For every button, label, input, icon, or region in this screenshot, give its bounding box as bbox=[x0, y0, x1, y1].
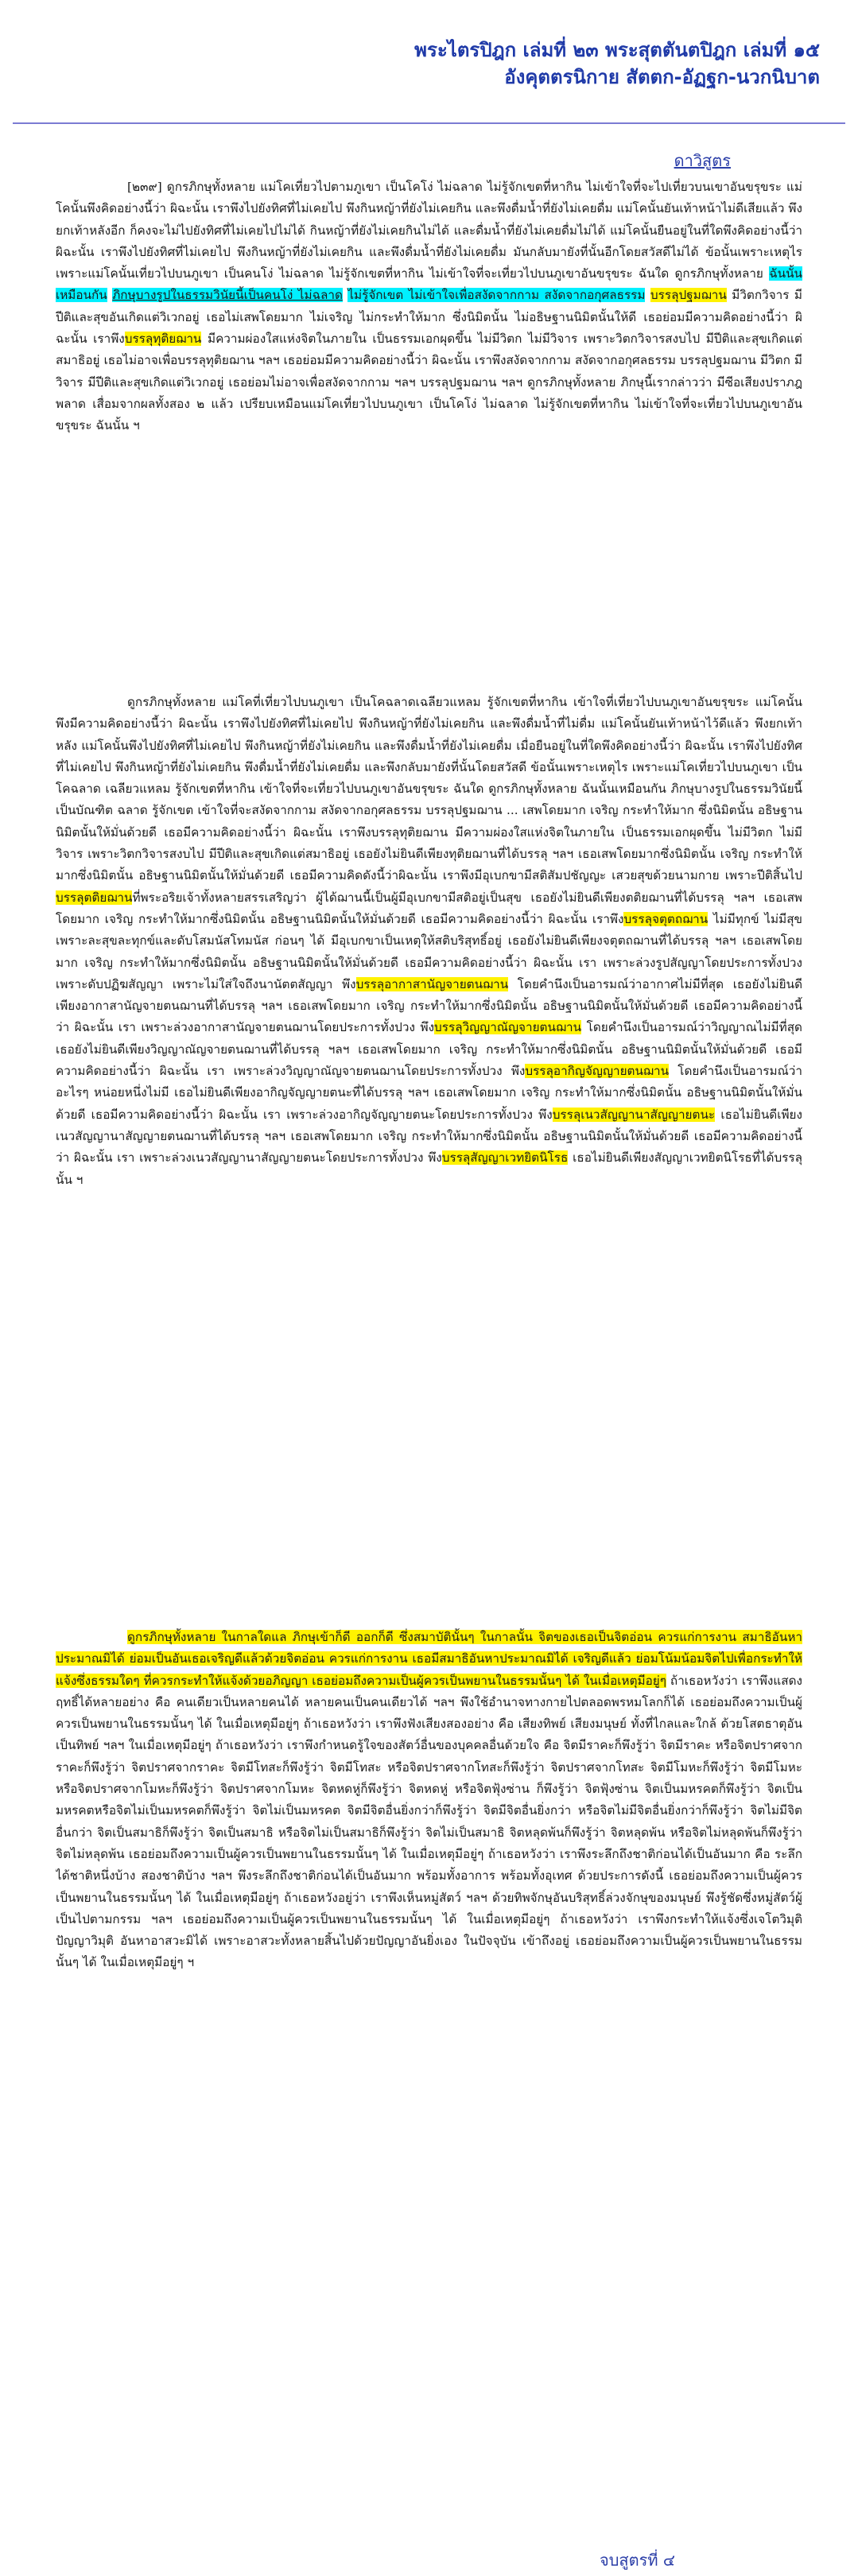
paragraph-2-text-2: ที่พระอริยเจ้าทั้งหลายสรรเสริญว่า ผู้ได้ฌานนี้เป็นผู้มีอุเบกขามีสติอยู่เป็นสุข เธอยังไม่ยินดีเพียงตติยฌานที่ได้บรรลุ ฯลฯ เธอเสพโดยมาก เจริญ กระทำให้มากซึ่งนิมิตนั้น อธิษฐานนิมิตนั้นให้มั่นด้วยดี เธอมีความคิดอย่างนี้ว่า ผิฉะนั้น เราพึง bbox=[56, 890, 802, 926]
paragraph-1-highlight-5: บรรลุทุติยฌาน bbox=[124, 332, 202, 347]
paragraph-2-text-6: โดยคำนึงเป็นอารมณ์ว่า อะไรๆ หน่อยหนึ่งไม่มี เธอไม่ยินดีเพียงอากิญจัญญายตนะที่ได้บรรลุ ฯลฯ เธอเสพโดยมาก เจริญ กระทำให้มากซึ่งนิมิตนั้น อธิษฐานนิมิตนั้นให้มั่นด้วยดี เธอมีความคิดอย่างนี้ว่า ผิฉะนั้น เรา เพราะล่วงอากิญจัญญายตนะโดยประการทั้งปวง พึง bbox=[56, 1064, 802, 1122]
paragraph-2-highlight-2: บรรลุจตุตถฌาน bbox=[623, 911, 709, 926]
paragraph-1-highlight-2: ภิกษุบางรูปในธรรมวินัยนี้เป็นคนโง่ ไม่ฉลาด bbox=[112, 288, 343, 303]
sutta-title: ดาวิสูตร bbox=[674, 151, 731, 170]
paragraph-2-text-1: ดูกรภิกษุทั้งหลาย แม่โคที่เที่ยวไปบนภูเขา เป็นโคฉลาดเฉลียวแหลม รู้จักเขตที่หากิน เข้าใจที่เที่ยวไปบนภูเขาอันขรุขระ แม่โคนั้นพึงมีความคิดอย่างนี้ว่า ผิฉะนั้น เราพึงไปยังทิศที่ไม่เคยไป พึงกินหญ้าที่ยังไม่เคยกิน และพึงดื่มน้ำที่ไม่ดื่ม แม่โคนั้นยันเท้าหน้าไว้ดีแล้ว พึงยกเท้าหลัง แม่โคนั้นพึงไปยังทิศที่ไม่เคยไป พึงกินหญ้าที่ยังไม่เคยกิน และพึงดื่มน้ำที่ยังไม่เคยดื่ม เมื่อยืนอยู่ในที่ใดพึงคิดอย่างนี้ว่า ผิฉะนั้น เราพึงไปยังทิศที่ไม่เคยไป พึงกินหญ้าที่ยังไม่เคยกิน พึงดื่มน้ำที่ยังไม่เคยดื่ม และพึงกลับมายังที่นั้นโดยสวัสดี ข้อนั้นเพราะเหตุไร เพราะแม่โคเที่ยวไปบนภูเขา เป็นโคฉลาด เฉลียวแหลม รู้จักเขตที่หากิน เข้าใจที่จะเที่ยวไปบนภูเขาอันขรุขระ ฉันใด ดูกรภิกษุทั้งหลาย ฉันนั้นเหมือนกัน ภิกษุบางรูปในธรรมวินัยนี้ เป็นบัณฑิต ฉลาด รู้จักเขต เข้าใจที่จะสงัดจากกาม สงัดจากอกุศลธรรม บรรลุปฐมฌาน ... เสพโดยมาก เจริญ กระทำให้มาก ซึ่งนิมิตนั้น อธิษฐานนิมิตนั้นให้มั่นด้วยดี เธอมีความคิดอย่างนี้ว่า ผิฉะนั้น เราพึงบรรลุทุติยฌาน มีความผ่องใสแห่งจิตในภายใน เป็นธรรมเอกผุดขึ้น ไม่มีวิตก ไม่มีวิจาร เพราะวิตกวิจารสงบไป มีปีติและสุขเกิดแต่สมาธิอยู่ เธอยังไม่ยินดีเพียงทุติยฌานที่ได้บรรลุ ฯลฯ เธอเสพโดยมากซึ่งนิมิตนั้น เจริญ กระทำให้มากซึ่งนิมิตนั้น อธิษฐานนิมิตนั้นให้มั่นด้วยดี เธอมีความคิดดังนี้ว่าผิฉะนั้น เราพึงมีอุเบกขามีสติสัมปชัญญะ เสวยสุขด้วยนามกาย เพราะปีติสิ้นไป bbox=[56, 695, 802, 883]
header-divider bbox=[13, 122, 845, 124]
paragraph-1-highlight-1: ฉันนั้นเหมือนกัน bbox=[56, 266, 802, 303]
paragraph-2-text-8: เธอไม่ยินดีเพียงสัญญาเวทยิตนิโรธที่ได้บรรลุนั้น ฯ bbox=[56, 1150, 802, 1187]
paragraph-3-text-1: ถ้าเธอหวังว่า เราพึงแสดงฤทธิ์ได้หลายอย่าง คือ คนเดียวเป็นหลายคนได้ หลายคนเป็นคนเดียวได้ ฯลฯ พึงใช้อำนาจทางกายไปตลอดพรหมโลกก็ได้ เธอย่อมถึงความเป็นผู้ควรเป็นพยานในธรรมนั้นๆ ได้ ในเมื่อเหตุมีอยู่ๆ ถ้าเธอหวังว่า เราพึงฟังเสียงสองอย่าง คือ เสียงทิพย์ เสียงมนุษย์ ทั้งที่ไกลและใกล้ ด้วยโสตธาตุอันเป็นทิพย์ ฯลฯ ในเมื่อเหตุมีอยู่ๆ ถ้าเธอหวังว่า เราพึงกำหนดรู้ใจของสัตว์อื่นของบุคคลอื่นด้วยใจ คือ จิตมีราคะก็พึงรู้ว่า จิตมีราคะ หรือจิตปราศจากราคะก็พึงรู้ว่า จิตปราศจากราคะ จิตมีโทสะก็พึงรู้ว่า จิตมีโทสะ หรือจิตปราศจากโทสะก็พึงรู้ว่า จิตปราศจากโทสะ จิตมีโมหะก็พึงรู้ว่า จิตมีโมหะ หรือจิตปราศจากโมหะก็พึงรู้ว่า จิตปราศจากโมหะ จิตหดหู่ก็พึงรู้ว่า จิตหดหู่ หรือจิตฟุ้งซ่าน ก็พึงรู้ว่า จิตฟุ้งซ่าน จิตเป็นมหรคตก็พึงรู้ว่า จิตเป็นมหรคตหรือจิตไม่เป็นมหรคตก็พึงรู้ว่า จิตไม่เป็นมหรคต จิตมีจิตอื่นยิ่งกว่าก็พึงรู้ว่า จิตมีจิตอื่นยิ่งกว่า หรือจิตไม่มีจิตอื่นยิ่งกว่าก็พึงรู้ว่า จิตไม่มีจิตอื่นกว่า จิตเป็นสมาธิก็พึงรู้ว่า จิตเป็นสมาธิ หรือจิตไม่เป็นสมาธิก็พึงรู้ว่า จิตไม่เป็นสมาธิ จิตหลุดพ้นก็พึงรู้ว่า จิตหลุดพ้น หรือจิตไม่หลุดพ้นก็พึงรู้ว่า จิตไม่หลุดพ้น เธอย่อมถึงความเป็นผู้ควรเป็นพยานในธรรมนั้นๆ ได้ ในเมื่อเหตุมีอยู่ๆ ถ้าเธอหวังว่า เราพึงระลึกถึงชาติก่อนได้เป็นอันมาก คือ ระลึกได้ชาติหนึ่งบ้าง สองชาติบ้าง ฯลฯ พึงระลึกถึงชาติก่อนได้เป็นอันมาก พร้อมทั้งอาการ พร้อมทั้งอุเทศ ด้วยประการดังนี้ เธอย่อมถึงความเป็นผู้ควรเป็นพยานในธรรมนั้นๆ ได้ ในเมื่อเหตุมีอยู่ๆ ถ้าเธอหวังอยู่ว่า เราพึงเห็นหมู่สัตว์ ฯลฯ ด้วยทิพจักษุอันบริสุทธิ์ล่วงจักษุของมนุษย์ พึงรู้ชัดซึ่งหมู่สัตว์ผู้เป็นไปตามกรรม ฯลฯ เธอย่อมถึงความเป็นผู้ควรเป็นพยานในธรรมนั้นๆ ได้ ในเมื่อเหตุมีอยู่ๆ ถ้าเธอหวังว่า เราพึงกระทำให้แจ้งซึ่งเจโตวิมุติ ปัญญาวิมุติ อันหาอาสวะมิได้ เพราะอาสวะทั้งหลายสิ้นไปด้วยปัญญาอันยิ่งเอง ในปัจจุบัน เข้าถึงอยู่ เธอย่อมถึงความเป็นผู้ควรเป็นพยานในธรรมนั้นๆ ได้ ในเมื่อเหตุมีอยู่ๆ ฯ bbox=[56, 1673, 802, 1970]
paragraph-1 bbox=[56, 177, 802, 692]
paragraph-2-highlight-4: บรรลุวิญญาณัญจายตนฌาน bbox=[434, 1020, 582, 1035]
paragraph-1-highlight-3: ไม่รู้จักเขต ไม่เข้าใจเพื่อสงัดจากกาม สงัดจากอกุศลธรรม bbox=[347, 288, 646, 303]
paragraph-1-text-2: มีวิตกวิจาร มีปีติและสุขอันเกิดแต่วิเวกอยู่ เธอไม่เสพโดยมาก ไม่เจริญ ไม่กระทำให้มาก ซึ่งนิมิตนั้น ไม่อธิษฐานนิมิตนั้นให้ดี เธอย่อมมีความคิดอย่างนี้ว่า ผิฉะนั้น เราพึง bbox=[56, 288, 802, 347]
paragraph-2-highlight-5: บรรลุอากิญจัญญายตนฌาน bbox=[525, 1064, 670, 1079]
paragraph-2-highlight-1: บรรลุตติยฌาน bbox=[56, 890, 133, 905]
paragraph-3-highlight-1: ดูกรภิกษุทั้งหลาย ในกาลใดแล ภิกษุเข้าก็ดี ออกก็ดี ซึ่งสมาบัตินั้นๆ ในกาลนั้น จิตของเธอเป็นจิตอ่อน ควรแก่การงาน สมาธิอันหาประมาณมิได้ ย่อมเป็นอันเธอเจริญดีแล้วด้วยจิตอ่อน ควรแก่การงาน เธอมีสมาธิอันหาประมาณมิได้ เจริญดีแล้ว ย่อมโน้มน้อมจิตไปเพื่อกระทำให้แจ้งซึ่งธรรมใดๆ ที่ควรกระทำให้แจ้งด้วยอภิญญา เธอย่อมถึงความเป็นผู้ควรเป็นพยานในธรรมนั้นๆ ได้ ในเมื่อเหตุมีอยู่ๆ bbox=[56, 1630, 802, 1688]
paragraph-2-text-5: โดยคำนึงเป็นอารมณ์ว่าวิญญาณไม่มีที่สุด เธอยังไม่ยินดีเพียงวิญญาณัญจายตนฌานที่ได้บรรลุ ฯลฯ เธอเสพโดยมาก เจริญ กระทำให้มากซึ่งนิมิตนั้น อธิษฐานนิมิตนั้นให้มั่นด้วยดี เธอมีความคิดอย่างนี้ว่า ผิฉะนั้น เรา เพราะล่วงวิญญาณัญจายตนฌานโดยประการทั้งปวง พึง bbox=[56, 1020, 802, 1079]
paragraph-2-highlight-7: บรรลุสัญญาเวทยิตนิโรธ bbox=[441, 1150, 569, 1166]
document-body bbox=[56, 177, 802, 2531]
paragraph-1-highlight-4: บรรลุปฐมฌาน bbox=[650, 288, 727, 303]
paragraph-2-highlight-6: บรรลุเนวสัญญานาสัญญายตนะ bbox=[552, 1107, 716, 1122]
paragraph-2-text-7: เธอไม่ยินดีเพียงเนวสัญญานาสัญญายตนฌานที่ได้บรรลุ ฯลฯ เธอเสพโดยมาก เจริญ กระทำให้มากซึ่งนิมิตนั้น อธิษฐานนิมิตนั้นให้มั่นด้วยดี เธอมีความคิดอย่างนี้ว่า ผิฉะนั้น เรา เพราะล่วงเนวสัญญานาสัญญายตนะโดยประการทั้งปวง พึง bbox=[56, 1107, 802, 1166]
header-collection-title: อังคุตตรนิกาย สัตตก-อัฏฐก-นวกนิบาต bbox=[504, 66, 820, 88]
sutta-end-label: จบสูตรที่ ๔ bbox=[599, 2551, 675, 2570]
paragraph-2-text-4: โดยคำนึงเป็นอารมณ์ว่าอากาศไม่มีที่สุด เธอยังไม่ยินดีเพียงอากาสานัญจายตนฌานที่ได้บรรลุ ฯลฯ เธอเสพโดยมาก เจริญ กระทำให้มากซึ่งนิมิตนั้น อธิษฐานนิมิตนั้นให้มั่นด้วยดี เธอมีความคิดอย่างนี้ว่า ผิฉะนั้น เรา เพราะล่วงอากาสานัญจายตนฌานโดยประการทั้งปวง พึง bbox=[56, 976, 802, 1035]
header-volume-title: พระไตรปิฎก เล่มที่ ๒๓ พระสุตตันตปิฎก เล่มที่ ๑๕ bbox=[414, 39, 820, 61]
paragraph-2-highlight-3: บรรลุอากาสานัญจายตนฌาน bbox=[355, 976, 509, 991]
paragraph-1-text-1: [๒๓๙] ดูกรภิกษุทั้งหลาย แม่โคเที่ยวไปตามภูเขา เป็นโคโง่ ไม่ฉลาด ไม่รู้จักเขตที่หากิน ไม่เข้าใจที่จะไปเที่ยวบนเขาอันขรุขระ แม่โคนั้นพึงคิดอย่างนี้ว่า ผิฉะนั้น เราพึงไปยังทิศที่ไม่เคยไป พึงกินหญ้าที่ยังไม่เคยกิน และพึงดื่มน้ำที่ยังไม่เคยดื่ม แม่โคนั้นยันเท้าหน้าไม่ดีเสียแล้ว พึงยกเท้าหลังอีก ก็คงจะไม่ไปยังทิศที่ไม่เคยไปไม่ได้ กินหญ้าที่ยังไม่เคยกินไม่ได้ และดื่มน้ำที่ยังไม่เคยดื่มไม่ได้ แม่โคนั้นยืนอยู่ในที่ใดพึงคิดอย่างนี้ว่า ผิฉะนั้น เราพึงไปยังทิศที่ไม่เคยไป พึงกินหญ้าที่ยังไม่เคยกิน และพึงดื่มน้ำที่ยังไม่เคยดื่ม มันกลับมายังที่นั้นอีกโดยสวัสดีไม่ได้ ข้อนั้นเพราะเหตุไร เพราะแม่โคนั้นเที่ยวไปบนภูเขา เป็นคนโง่ ไม่ฉลาด ไม่รู้จักเขตที่หากิน ไม่เข้าใจที่จะเที่ยวไปบนภูเขาอันขรุขระ ฉันใด ดูกรภิกษุทั้งหลาย bbox=[56, 180, 802, 281]
page-header bbox=[414, 37, 820, 91]
paragraph-2 bbox=[56, 692, 802, 1627]
paragraph-3 bbox=[56, 1627, 802, 2531]
paragraph-1-text-3: มีความผ่องใสแห่งจิตในภายใน เป็นธรรมเอกผุดขึ้น ไม่มีวิตก ไม่มีวิจาร เพราะวิตกวิจารสงบไป มีปีติและสุขเกิดแต่สมาธิอยู่ เธอไม่อาจเพื่อบรรลุทุติยฌาน ฯลฯ เธอย่อมมีความคิดอย่างนี้ว่า ผิฉะนั้น เราพึงสงัดจากกาม สงัดจากอกุศลธรรม บรรลุปฐมฌาน มีวิตก มีวิจาร มีปีติและสุขเกิดแต่วิเวกอยู่ เธอย่อมไม่อาจเพื่อสงัดจากกาม ฯลฯ บรรลุปฐมฌาน ฯลฯ ดูกรภิกษุทั้งหลาย ภิกษุนี้เรากล่าวว่า มีซีอเสียงปราภฎ พลาด เสื่อมจากผลทั้งสอง ๒ แล้ว เปรียบเหมือนแม่โคเที่ยวไปบนภูเขา เป็นโคโง่ ไม่ฉลาด ไม่รู้จักเขตที่หากิน ไม่เข้าใจที่จะเที่ยวไปบนภูเขาอันขรุขระ ฉันนั้น ฯ bbox=[56, 332, 802, 433]
paragraph-2-text-3: ไม่มีทุกข์ ไม่มีสุข เพราะละสุขละทุกข์และดับโสมนัสโทมนัส ก่อนๆ ได้ มีอุเบกขาเป็นเหตุให้สติบริสุทธิ์อยู่ เธอยังไม่ยินดีเพียงจตุตถฌานที่ได้บรรลุ ฯลฯ เธอเสพโดยมาก เจริญ กระทำให้มากซึ่งนิมิตนั้น อธิษฐานนิมิตนั้นให้มั่นด้วยดี เธอมีความคิดอย่างนี้ว่า ผิฉะนั้น เรา เพราะล่วงรูปสัญญาโดยประการทั้งปวง เพราะดับปฏิฆสัญญา เพราะไม่ใส่ใจถึงนานัตตสัญญา พึง bbox=[56, 911, 802, 991]
